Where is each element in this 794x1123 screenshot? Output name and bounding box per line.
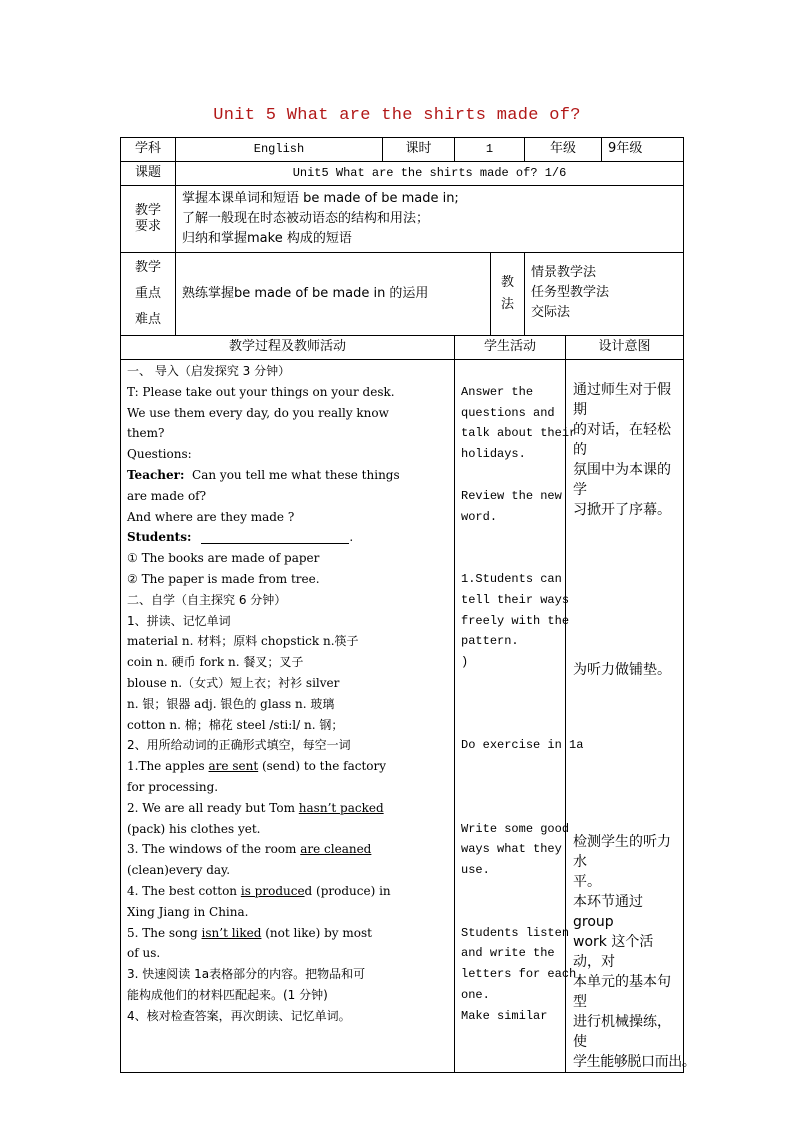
process-line: ② The paper is made from tree.: [127, 571, 320, 586]
process-line: coin n. 硬币 fork n. 餐叉；叉子: [127, 655, 304, 670]
process-line: of us.: [127, 946, 161, 961]
process-line: Teacher: Can you tell me what these things: [127, 467, 400, 482]
subject-label: 学科: [121, 138, 176, 162]
student-line: use.: [461, 863, 490, 878]
process-line: 5. The song isn’t liked (not like) by most: [127, 925, 372, 940]
methods-list: [525, 253, 684, 336]
process-line: 4、核对检查答案，再次朗读、记忆单词。: [127, 1008, 351, 1023]
process-line: 4. The best cotton is produced (produce) in: [127, 883, 391, 898]
process-line: blouse n.（女式）短上衣；衬衫 silver: [127, 675, 340, 690]
process-line: (pack) his clothes yet.: [127, 821, 261, 836]
design-line: work 这个活动，对: [573, 934, 654, 970]
student-line: and write the: [461, 946, 555, 961]
design-line: 本单元的基本句型: [573, 974, 672, 1010]
student-line: questions and: [461, 405, 555, 420]
period-label: 课时: [383, 138, 455, 162]
keypoints-label: 教学 重点 难点: [121, 253, 176, 336]
goal-line: 了解一般现在时态被动语态的结构和用法；: [182, 211, 430, 226]
student-line: Make similar: [461, 1008, 548, 1023]
process-line: Questions:: [127, 447, 192, 462]
method-item: 情景教学法: [531, 265, 597, 280]
goal-line: 掌握本课单词和短语 be made of be made in;: [182, 191, 459, 206]
student-line: Answer the: [461, 384, 534, 399]
student-line: pattern.: [461, 634, 519, 649]
grade-label: 年级: [525, 138, 602, 162]
process-line: 3. The windows of the room are cleaned: [127, 842, 372, 857]
process-line: for processing.: [127, 779, 219, 794]
process-line: them?: [127, 426, 165, 441]
keypoints-value: 熟练掌握be made of be made in 的运用: [176, 253, 491, 336]
design-line: 检测学生的听力水: [573, 834, 672, 870]
design-column: [566, 360, 696, 1073]
student-line: talk about their: [461, 426, 577, 441]
period-value: 1: [455, 138, 525, 162]
column-header-process: 教学过程及教师活动: [121, 336, 455, 360]
student-line: Do exercise in 1a: [461, 738, 584, 753]
process-line: We use them every day, do you really know: [127, 405, 389, 420]
design-line: 通过师生对于假期: [573, 382, 672, 418]
page-title: Unit 5 What are the shirts made of?: [213, 106, 581, 125]
process-line: 二、自学（自主探究 6 分钟）: [127, 592, 287, 607]
method-item: 任务型教学法: [531, 285, 610, 300]
student-line: ways what they: [461, 842, 562, 857]
method-label: 教 法: [491, 253, 525, 336]
process-line: Xing Jiang in China.: [127, 904, 249, 919]
process-line: Students: .: [127, 530, 354, 545]
column-header-student: 学生活动: [455, 336, 566, 360]
design-line: 平。: [573, 874, 602, 890]
design-line: 进行机械操练，使: [573, 1014, 672, 1050]
process-line: ① The books are made of paper: [127, 551, 320, 566]
student-line: 1.Students can: [461, 571, 562, 586]
student-line: freely with the: [461, 613, 570, 628]
design-line: 氛围中为本课的学: [573, 462, 672, 498]
subject-value: English: [176, 138, 383, 162]
student-line: Review the new: [461, 488, 562, 503]
design-line: 本环节通过 group: [573, 894, 644, 930]
process-line: 2、用所给动词的正确形式填空，每空一词: [127, 738, 351, 753]
method-item: 交际法: [531, 305, 571, 320]
process-line: are made of?: [127, 488, 207, 503]
process-line: 3. 快速阅读 1a表格部分的内容。把物品和可: [127, 967, 366, 982]
process-line: 1、拼读、记忆单词: [127, 613, 231, 628]
process-column: [121, 360, 455, 1073]
student-line: Write some good: [461, 821, 570, 836]
student-line: holidays.: [461, 447, 526, 462]
student-line: Students listen: [461, 925, 570, 940]
design-line: 学生能够脱口而出。: [573, 1054, 696, 1070]
process-line: cotton n. 棉；棉花 steel /sti:l/ n. 钢；: [127, 717, 344, 732]
student-line: word.: [461, 509, 498, 524]
column-header-design: 设计意图: [566, 336, 684, 360]
goal-line: 归纳和掌握make 构成的短语: [182, 231, 352, 246]
student-line: letters for each: [461, 967, 577, 982]
process-line: 能构成他们的材料匹配起来。(1 分钟): [127, 987, 328, 1002]
lesson-plan-table: [120, 137, 696, 1073]
process-line: 2. We are all ready but Tom hasn’t packed: [127, 800, 384, 815]
process-line: 1.The apples are sent (send) to the factory: [127, 759, 387, 774]
process-line: T: Please take out your things on your desk.: [127, 384, 395, 399]
goals-label: 教学 要求: [121, 186, 176, 253]
goals-content: [176, 186, 684, 253]
process-line: material n. 材料；原料 chopstick n.筷子: [127, 634, 359, 649]
design-line: 的对话，在轻松的: [573, 422, 672, 458]
design-line: 习掀开了序幕。: [573, 502, 672, 518]
answer-blank: [201, 531, 349, 544]
student-line: tell their ways: [461, 592, 570, 607]
topic-label: 课题: [121, 162, 176, 186]
design-line: 为听力做铺垫。: [573, 662, 672, 678]
student-line: one.: [461, 987, 490, 1002]
process-line: 一、 导入（启发探究 3 分钟）: [127, 364, 291, 378]
student-line: ): [461, 655, 469, 670]
student-column: [455, 360, 584, 1073]
process-line: n. 银；银器 adj. 银色的 glass n. 玻璃: [127, 696, 335, 711]
process-line: And where are they made ?: [127, 509, 295, 524]
topic-value: Unit5 What are the shirts made of? 1/6: [176, 162, 684, 186]
grade-value: 9年级: [602, 138, 684, 162]
process-line: (clean)every day.: [127, 863, 231, 878]
